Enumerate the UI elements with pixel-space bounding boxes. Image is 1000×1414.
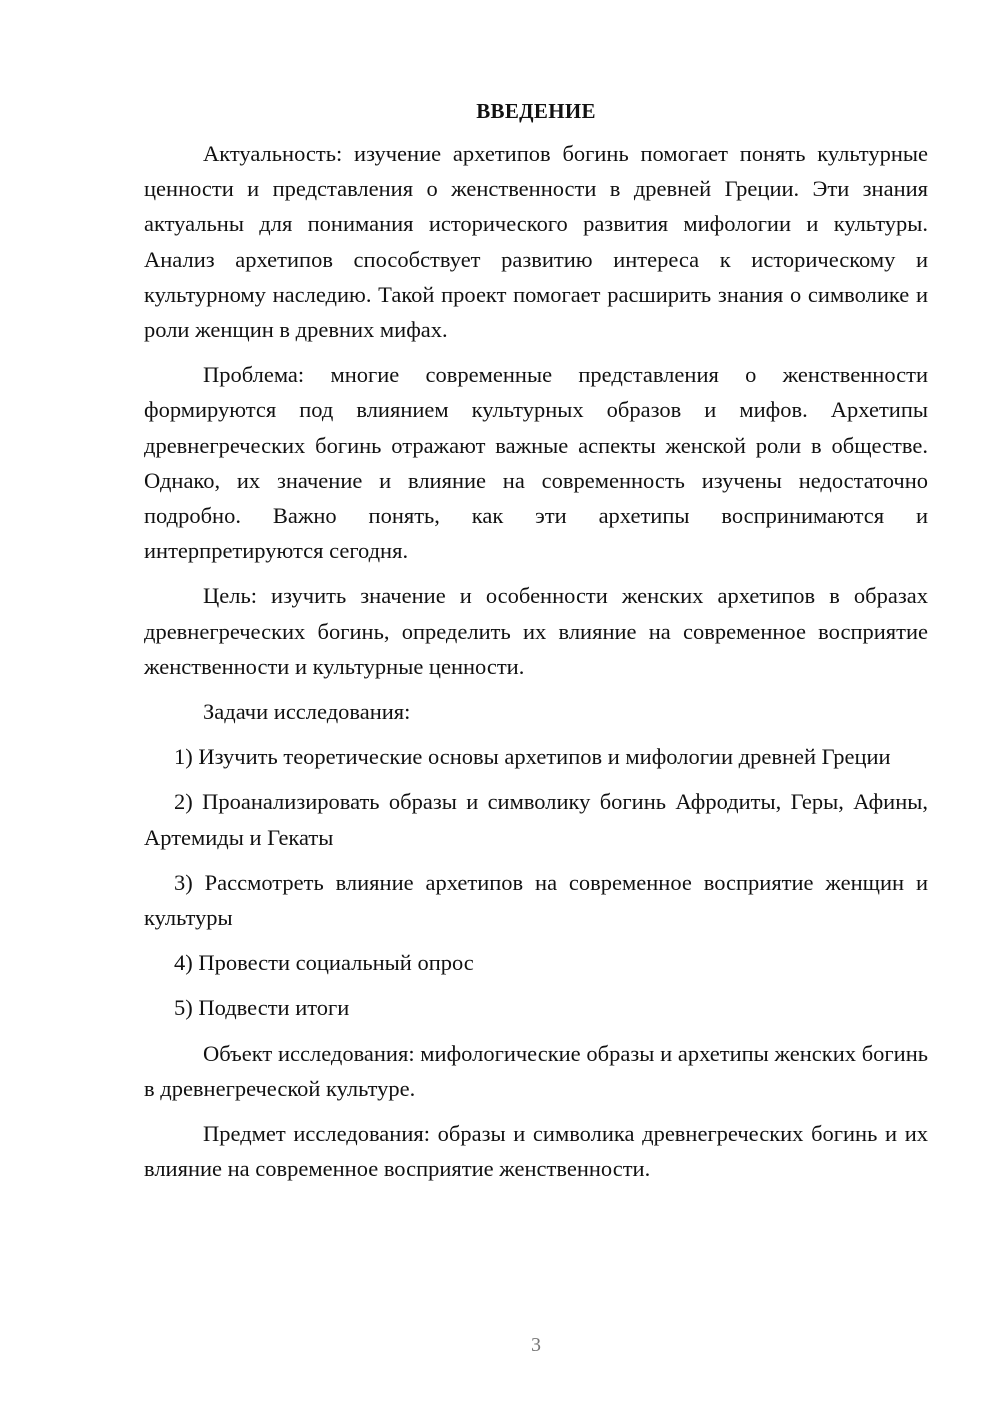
tasks-list bbox=[144, 739, 928, 1025]
task-item-5: 5) Подвести итоги bbox=[174, 995, 350, 1021]
page-number: 3 bbox=[531, 1334, 541, 1356]
task-item-3: 3) Рассмотреть влияние архетипов на современное восприятие женщин и культуры bbox=[144, 869, 928, 931]
subject-paragraph: Предмет исследования: образы и символика древнегреческих богинь и их влияние на современное восприятие женственности. bbox=[144, 1121, 928, 1182]
document-body bbox=[144, 94, 928, 1196]
page-title: ВВЕДЕНИЕ bbox=[476, 99, 596, 123]
task-item-4: 4) Провести социальный опрос bbox=[174, 950, 474, 976]
tasks-heading: Задачи исследования: bbox=[203, 699, 411, 725]
task-item-2: 2) Проанализировать образы и символику богинь Афродиты, Геры, Афины, Артемиды и Гекаты bbox=[144, 789, 928, 850]
relevance-paragraph: Актуальность: изучение архетипов богинь помогает понять культурные ценности и представления о женственности в древней Греции. Эти знания актуальны для понимания исторического развития мифологии и культуры. Анализ архетипов способствует развитию интереса к историческому и культурному наследию. Такой проект помогает расширить знания о символике и роли женщин в древних мифах. bbox=[144, 141, 928, 343]
problem-paragraph: Проблема: многие современные представления о женственности формируются под влиянием культурных образов и мифов. Архетипы древнегреческих богинь отражают важные аспекты женской роли в обществе. Однако, их значение и влияние на современность изучены недостаточно подробно. Важно понять, как эти архетипы воспринимаются и интерпретируются сегодня. bbox=[144, 362, 928, 564]
goal-paragraph: Цель: изучить значение и особенности женских архетипов в образах древнегреческих богинь, определить их влияние на современное восприятие женственности и культурные ценности. bbox=[144, 583, 928, 679]
task-item-1: 1) Изучить теоретические основы архетипов и мифологии древней Греции bbox=[174, 744, 891, 770]
object-paragraph: Объект исследования: мифологические образы и архетипы женских богинь в древнегреческой культуре. bbox=[144, 1040, 928, 1101]
